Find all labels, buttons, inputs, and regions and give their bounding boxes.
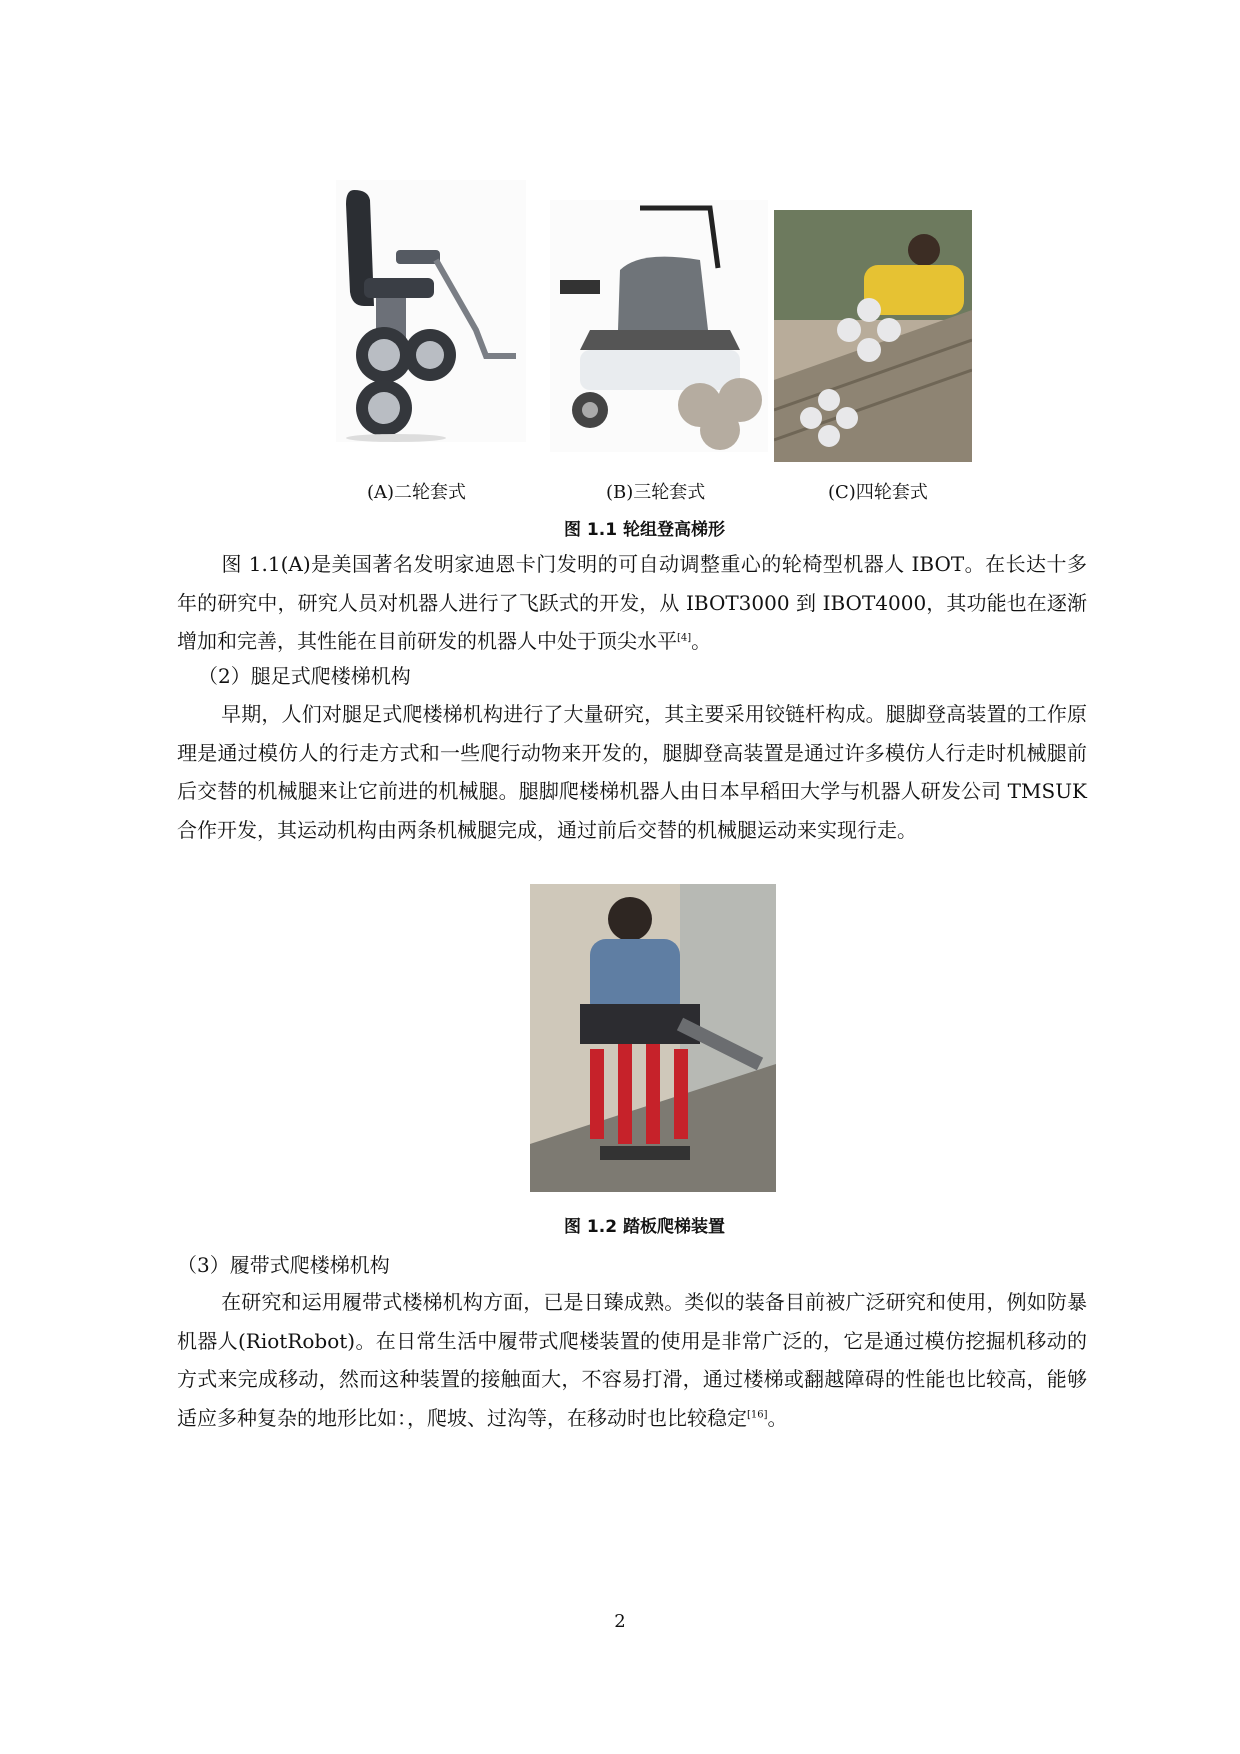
figure-1-1-subcaption-a: (A)二轮套式 [367,482,467,503]
page-number: 2 [614,1611,626,1632]
paragraph-3-text: 在研究和运用履带式楼梯机构方面，已是日臻成熟。类似的装备目前被广泛研究和使用，例如防暴机器人(RiotRobot)。在日常生活中履带式爬楼装置的使用是非常广泛的，它是通过模仿挖掘机移动的方式来完成移动，然而这种装置的接触面大，不容易打滑，通过楼梯或翻越障碍的性能也比较高，能够适应多种复杂的地形比如：，爬坡、过沟等，在移动时也比较稳定 [177,1290,1087,1430]
paragraph-2-text: 早期，人们对腿足式爬楼梯机构进行了大量研究，其主要采用铰链杆构成。腿脚登高装置的工作原理是通过模仿人的行走方式和一些爬行动物来开发的，腿脚登高装置是通过许多模仿人行走时机械腿前后交替的机械腿来让它前进的机械腿。腿脚爬楼梯机器人由日本早稻田大学与机器人研发公司 TMSUK 合作开发，其运动机构由两条机械腿完成，通过前后交替的机械腿运动来实现行走。 [177,702,1087,842]
section-heading-tracked: （3）履带式爬楼梯机构 [177,1253,390,1277]
figure-1-1-a-image [336,180,526,442]
four-wheel-stair-robot-photo [774,210,972,462]
figure-1-1-caption: 图 1.1 轮组登高梯形 [564,520,725,540]
paragraph-1: 图 1.1(A)是美国著名发明家迪恩卡门发明的可自动调整重心的轮椅型机器人 IBOT。在长达十多年的研究中，研究人员对机器人进行了飞跃式的开发，从 IBOT3000 到 IBOT4000，其功能也在逐渐增加和完善，其性能在目前研发的机器人中处于顶尖水平[4]。 [177,552,1087,653]
figure-1-2-caption: 图 1.2 踏板爬梯装置 [564,1217,725,1237]
paragraph-2 [177,695,1087,849]
paragraph-3: 在研究和运用履带式楼梯机构方面，已是日臻成熟。类似的装备目前被广泛研究和使用，例如防暴机器人(RiotRobot)。在日常生活中履带式爬楼装置的使用是非常广泛的，它是通过模仿挖掘机移动的方式来完成移动，然而这种装置的接触面大，不容易打滑，通过楼梯或翻越障碍的性能也比较高，能够适应多种复杂的地形比如：，爬坡、过沟等，在移动时也比较稳定[16]。 [177,1290,1087,1430]
figure-1-2-image [530,884,776,1192]
three-wheel-chair-illustration [550,200,768,452]
figure-1-1-subcaption-c: (C)四轮套式 [828,482,928,503]
citation-16: [16] [747,1408,768,1420]
legged-stair-robot-photo [530,884,776,1192]
paragraph-1-text: 图 1.1(A)是美国著名发明家迪恩卡门发明的可自动调整重心的轮椅型机器人 IBOT。在长达十多年的研究中，研究人员对机器人进行了飞跃式的开发，从 IBOT3000 到 IBOT4000，其功能也在逐渐增加和完善，其性能在目前研发的机器人中处于顶尖水平 [177,552,1087,653]
citation-4: [4] [677,632,692,644]
figure-1-1-subcaption-b: (B)三轮套式 [606,482,706,503]
ibot-wheelchair-illustration [336,180,526,442]
figure-1-1-b-image [550,200,768,452]
figure-1-1-c-image [774,210,972,462]
section-heading-legged: （2）腿足式爬楼梯机构 [198,664,411,688]
